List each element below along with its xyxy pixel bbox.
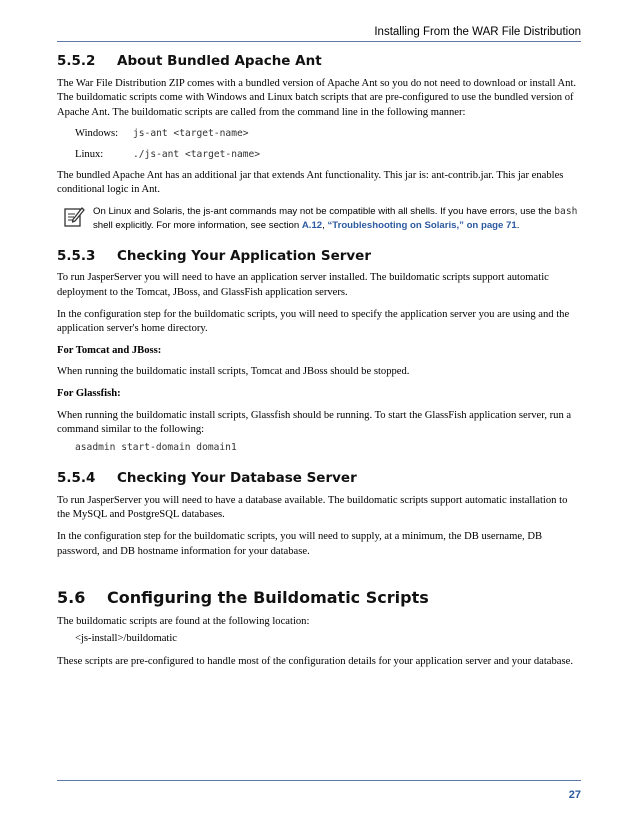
running-header: Installing From the WAR File Distribution: [374, 26, 581, 38]
paragraph: These scripts are pre-configured to handle most of the configuration details for your application server and your database.: [57, 656, 573, 668]
section-number: 5.5.3: [57, 247, 96, 264]
path-line: <js-install>/buildomatic: [75, 633, 177, 645]
xref-section-link[interactable]: A.12: [301, 219, 323, 231]
paragraph: When running the buildomatic install scripts, Tomcat and JBoss should be stopped.: [57, 366, 410, 378]
page-number: 27: [568, 789, 581, 801]
paragraph: When running the buildomatic install scripts, Glassfish should be running. To start the GlassFish application server, run a command similar to the following:: [57, 409, 572, 436]
note-text-part: ,: [322, 219, 328, 231]
paragraph: To run JasperServer you will need to have a database available. The buildomatic scripts support automatic installation to the MySQL and PostgreSQL databases.: [57, 494, 568, 521]
code-line: asadmin start-domain domain1: [75, 441, 237, 453]
note-text-part: shell explicitly. For more information, see section: [93, 219, 302, 231]
note-pencil-icon: [63, 206, 85, 228]
section-number: 5.5.2: [57, 53, 96, 69]
command-text: js-ant <target-name>: [133, 128, 249, 140]
section-heading-5-5-4: [57, 471, 581, 486]
section-number: 5.6: [57, 588, 86, 608]
subheading-glassfish: For Glassfish:: [57, 387, 121, 399]
os-label: Windows:: [75, 128, 119, 140]
paragraph: In the configuration step for the buildomatic scripts, you will need to specify the application server you are using and the application server's home directory.: [57, 308, 570, 335]
section-title: Checking Your Application Server: [117, 247, 371, 264]
section-heading-5-5-2: [57, 54, 581, 69]
subheading-tomcat: For Tomcat and JBoss:: [57, 344, 162, 356]
note-text-part: On Linux and Solaris, the js-ant commands may not be compatible with all shells. If you have errors, use the: [93, 205, 555, 217]
note-text: [93, 205, 581, 233]
xref-title-link[interactable]: “Troubleshooting on Solaris,” on page 71: [327, 219, 517, 231]
page-content: [57, 54, 581, 677]
section-title: Configuring the Buildomatic Scripts: [107, 588, 429, 608]
note-code: bash: [554, 205, 578, 217]
section-title: About Bundled Apache Ant: [117, 53, 322, 69]
command-row-linux: [75, 148, 581, 163]
header-rule: [57, 41, 581, 42]
paragraph: To run JasperServer you will need to have an application server installed. The buildomatic scripts support automatic deployment to the Tomcat, JBoss, and GlassFish application servers.: [57, 272, 549, 298]
note-box: [63, 205, 581, 233]
footer-rule: [57, 780, 581, 781]
paragraph: In the configuration step for the buildomatic scripts, you will need to supply, at a minimum, the DB username, DB password, and DB hostname information for your database.: [57, 531, 543, 557]
section-heading-5-6: [57, 588, 581, 608]
os-label: Linux:: [75, 148, 104, 160]
section-heading-5-5-3: [57, 249, 581, 264]
command-text: ./js-ant <target-name>: [133, 148, 261, 160]
section-number: 5.5.4: [57, 470, 96, 487]
paragraph: The War File Distribution ZIP comes with a bundled version of Apache Ant so you do not need to download or install Ant. The buildomatic scripts come with Windows and Linux batch scripts that are pre-configured to use the bundled version of Apache Ant. The buildomatic scripts are called from the command line in the following manner:: [57, 77, 577, 118]
paragraph: The buildomatic scripts are found at the following location:: [57, 615, 310, 627]
section-title: Checking Your Database Server: [117, 470, 357, 487]
note-text-part: .: [516, 219, 520, 231]
paragraph: The bundled Apache Ant has an additional jar that extends Ant functionality. This jar is: ant-contrib.jar. This jar enables conditional logic in Ant.: [57, 169, 564, 196]
command-row-windows: [75, 127, 581, 142]
